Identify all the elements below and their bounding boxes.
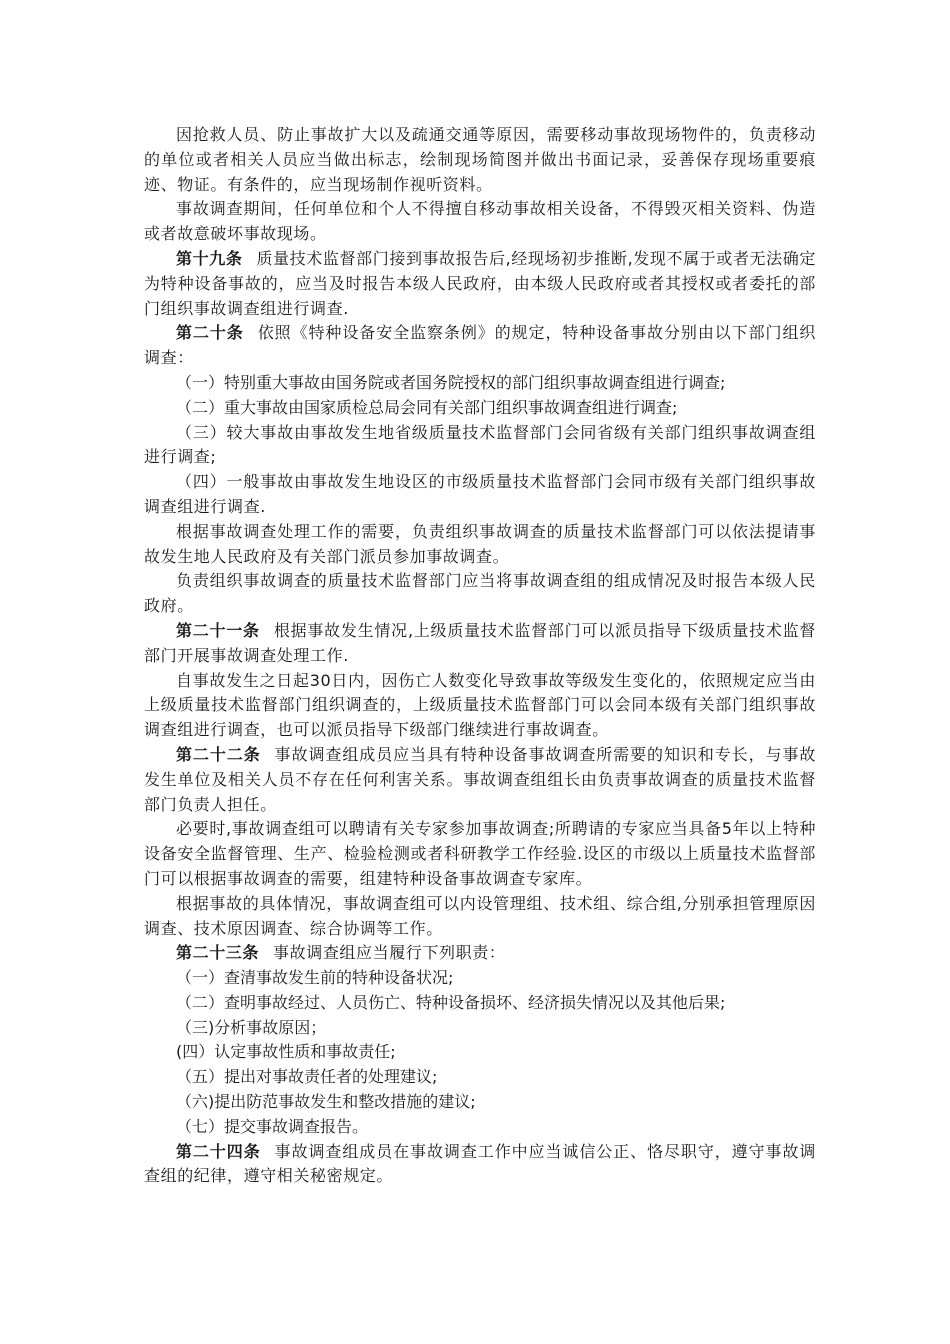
- article-21: [144, 619, 816, 669]
- article-23-item-2: （二）查明事故经过、人员伤亡、特种设备损坏、经济损失情况以及其他后果;: [176, 992, 726, 1012]
- article-21-text: 根据事故发生情况,上级质量技术监督部门可以派员指导下级质量技术监督部门开展事故调查处理工作.: [144, 620, 816, 665]
- article-21-heading: 第二十一条: [176, 620, 260, 640]
- article-23-item-7: （七）提交事故调查报告。: [176, 1116, 369, 1136]
- article-20-item-1: （一）特别重大事故由国务院或者国务院授权的部门组织事故调查组进行调查;: [176, 372, 726, 392]
- article-20-text: 依照《特种设备安全监察条例》的规定，特种设备事故分别由以下部门组织调查：: [144, 323, 816, 368]
- article-20-para-1: 根据事故调查处理工作的需要，负责组织事故调查的质量技术监督部门可以依法提请事故发生地人民政府及有关部门派员参加事故调查。: [144, 521, 816, 566]
- article-19-text: 质量技术监督部门接到事故报告后,经现场初步推断,发现不属于或者无法确定为特种设备事故的，应当及时报告本级人民政府，由本级人民政府或者其授权或者委托的部门组织事故调查组进行调查.: [144, 248, 816, 318]
- article-21-para-1: 自事故发生之日起30日内，因伤亡人数变化导致事故等级发生变化的，依照规定应当由上级质量技术监督部门组织调查的，上级质量技术监督部门可以会同本级有关部门组织事故调查组进行调查，也可以派员指导下级部门继续进行事故调查。: [144, 670, 816, 740]
- article-23-item-4: (四）认定事故性质和事故责任;: [176, 1042, 396, 1062]
- document-body: [144, 123, 816, 1189]
- paragraph-2: 事故调查期间，任何单位和个人不得擅自移动事故相关设备，不得毁灭相关资料、伪造或者故意破坏事故现场。: [144, 199, 816, 244]
- article-23-item-5: （五）提出对事故责任者的处理建议;: [176, 1067, 438, 1087]
- article-23-text: 事故调查组应当履行下列职责：: [273, 943, 506, 963]
- article-20-heading: 第二十条: [176, 323, 244, 343]
- article-19: [144, 247, 816, 321]
- article-23-item-1: （一）查清事故发生前的特种设备状况;: [176, 968, 454, 988]
- article-22-para-1: 必要时,事故调查组可以聘请有关专家参加事故调查;所聘请的专家应当具备5年以上特种设备安全监督管理、生产、检验检测或者科研教学工作经验.设区的市级以上质量技术监督部门可以根据事故调查的需要，组建特种设备事故调查专家库。: [144, 819, 816, 888]
- article-20: [144, 321, 816, 371]
- article-22: [144, 743, 816, 817]
- article-23-item-3: （三)分析事故原因；: [176, 1017, 327, 1037]
- article-22-para-2: 根据事故的具体情况，事故调查组可以内设管理组、技术组、综合组,分别承担管理原因调查、技术原因调查、综合协调等工作。: [144, 893, 816, 938]
- article-20-item-3: （三）较大事故由事故发生地省级质量技术监督部门会同省级有关部门组织事故调查组进行调查;: [144, 422, 816, 467]
- article-19-heading: 第十九条: [176, 248, 243, 268]
- article-20-para-2: 负责组织事故调查的质量技术监督部门应当将事故调查组的组成情况及时报告本级人民政府。: [144, 571, 816, 616]
- article-20-item-4: （四）一般事故由事故发生地设区的市级质量技术监督部门会同市级有关部门组织事故调查组进行调查.: [144, 472, 816, 516]
- article-24-text: 事故调查组成员在事故调查工作中应当诚信公正、恪尽职守，遵守事故调查组的纪律，遵守相关秘密规定。: [144, 1141, 816, 1186]
- article-20-item-2: （二）重大事故由国家质检总局会同有关部门组织事故调查组进行调查;: [176, 397, 678, 417]
- article-22-text: 事故调查组成员应当具有特种设备事故调查所需要的知识和专长，与事故发生单位及相关人员不存在任何利害关系。事故调查组组长由负责事故调查的质量技术监督部门负责人担任。: [144, 744, 816, 814]
- article-22-heading: 第二十二条: [176, 744, 261, 764]
- paragraph-1: 因抢救人员、防止事故扩大以及疏通交通等原因，需要移动事故现场物件的，负责移动的单位或者相关人员应当做出标志，绘制现场简图并做出书面记录，妥善保存现场重要痕迹、物证。有条件的，应当现场制作视听资料。: [144, 125, 816, 194]
- article-24: [144, 1140, 816, 1190]
- article-23-heading: 第二十三条: [176, 943, 260, 963]
- article-23-item-6: （六)提出防范事故发生和整改措施的建议;: [176, 1092, 476, 1112]
- article-23: [144, 941, 816, 966]
- article-24-heading: 第二十四条: [176, 1141, 261, 1161]
